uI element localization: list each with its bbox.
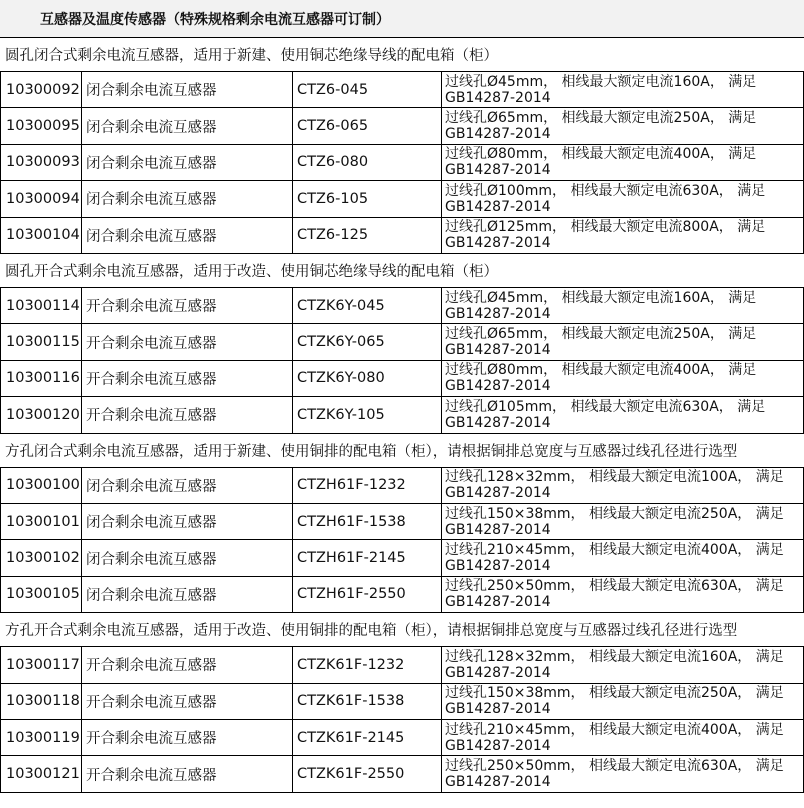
description-cell — [441, 577, 804, 612]
description-cell — [441, 324, 804, 359]
item-code-cell: 10300102 — [0, 540, 81, 575]
item-name-cell: 开合剩余电流互感器 — [81, 756, 292, 791]
description-line-1: 过线孔150×38mm， 相线最大额定电流250A， 满足 — [445, 505, 784, 522]
description-line-2: GB14287-2014 — [445, 235, 551, 252]
item-name-cell: 闭合剩余电流互感器 — [81, 577, 292, 612]
model-number-cell: CTZK6Y-105 — [292, 397, 441, 432]
table-row — [0, 324, 804, 360]
description-line-2: GB14287-2014 — [445, 737, 551, 754]
table-row — [0, 468, 804, 504]
description-line-1: 过线孔Ø80mm， 相线最大额定电流400A， 满足 — [445, 146, 757, 163]
item-name-cell: 开合剩余电流互感器 — [81, 397, 292, 432]
description-cell — [441, 540, 804, 575]
table-row — [0, 756, 804, 792]
description-line-2: GB14287-2014 — [445, 521, 551, 538]
table-row — [0, 577, 804, 613]
table-row — [0, 647, 804, 683]
item-name-cell: 闭合剩余电流互感器 — [81, 218, 292, 253]
model-number-cell: CTZ6-045 — [292, 72, 441, 107]
table-row — [0, 181, 804, 217]
description-cell — [441, 72, 804, 107]
model-number-cell: CTZK61F-2145 — [292, 720, 441, 755]
description-line-2: GB14287-2014 — [445, 664, 551, 681]
table-row — [0, 720, 804, 756]
section-header — [0, 254, 804, 288]
item-name-cell: 开合剩余电流互感器 — [81, 684, 292, 719]
section-title: 方孔闭合式剩余电流互感器，适用于新建、使用铜排的配电箱（柜），请根据铜排总宽度与互感器过线孔径进行选型 — [5, 443, 738, 460]
table-row — [0, 108, 804, 144]
description-line-1: 过线孔Ø100mm， 相线最大额定电流630A， 满足 — [445, 182, 766, 199]
section-header — [0, 434, 804, 468]
section-title: 方孔开合式剩余电流互感器，适用于改造、使用铜排的配电箱（柜），请根据铜排总宽度与互感器过线孔径进行选型 — [5, 623, 738, 640]
description-line-2: GB14287-2014 — [445, 558, 551, 575]
description-line-1: 过线孔Ø65mm， 相线最大额定电流250A， 满足 — [445, 110, 757, 127]
description-line-2: GB14287-2014 — [445, 198, 551, 215]
model-number-cell: CTZK61F-1232 — [292, 647, 441, 682]
model-number-cell: CTZK6Y-045 — [292, 288, 441, 323]
description-line-1: 过线孔Ø45mm， 相线最大额定电流160A， 满足 — [445, 289, 757, 306]
description-line-1: 过线孔Ø45mm， 相线最大额定电流160A， 满足 — [445, 73, 757, 90]
description-cell — [441, 684, 804, 719]
description-line-1: 过线孔250×50mm， 相线最大额定电流630A， 满足 — [445, 758, 784, 775]
description-line-1: 过线孔Ø65mm， 相线最大额定电流250A， 满足 — [445, 326, 757, 343]
description-cell — [441, 647, 804, 682]
section-header — [0, 613, 804, 647]
table-title: 互感器及温度传感器（特殊规格剩余电流互感器可订制） — [40, 12, 390, 28]
item-code-cell: 10300119 — [0, 720, 81, 755]
table-row — [0, 397, 804, 433]
section-title: 圆孔开合式剩余电流互感器，适用于改造、使用铜芯绝缘导线的配电箱（柜） — [5, 264, 498, 280]
model-number-cell: CTZ6-065 — [292, 108, 441, 143]
table-row — [0, 361, 804, 397]
section-header — [0, 38, 804, 72]
item-code-cell: 10300117 — [0, 647, 81, 682]
description-line-2: GB14287-2014 — [445, 378, 551, 395]
item-name-cell: 闭合剩余电流互感器 — [81, 181, 292, 216]
description-line-2: GB14287-2014 — [445, 162, 551, 179]
description-line-2: GB14287-2014 — [445, 305, 551, 322]
description-line-1: 过线孔150×38mm， 相线最大额定电流250A， 满足 — [445, 685, 784, 702]
item-code-cell: 10300104 — [0, 218, 81, 253]
model-number-cell: CTZK61F-2550 — [292, 756, 441, 791]
item-code-cell: 10300101 — [0, 504, 81, 539]
table-row — [0, 504, 804, 540]
description-line-1: 过线孔Ø125mm， 相线最大额定电流800A， 满足 — [445, 219, 766, 236]
table-row — [0, 540, 804, 576]
description-line-2: GB14287-2014 — [445, 485, 551, 502]
table-row — [0, 288, 804, 324]
item-name-cell: 闭合剩余电流互感器 — [81, 108, 292, 143]
model-number-cell: CTZ6-125 — [292, 218, 441, 253]
description-line-1: 过线孔210×45mm， 相线最大额定电流400A， 满足 — [445, 721, 784, 738]
description-line-1: 过线孔250×50mm， 相线最大额定电流630A， 满足 — [445, 578, 784, 595]
table-row — [0, 145, 804, 181]
item-name-cell: 闭合剩余电流互感器 — [81, 468, 292, 503]
item-code-cell: 10300118 — [0, 684, 81, 719]
item-code-cell: 10300115 — [0, 324, 81, 359]
description-cell — [441, 468, 804, 503]
description-line-1: 过线孔Ø80mm， 相线最大额定电流400A， 满足 — [445, 362, 757, 379]
item-name-cell: 闭合剩余电流互感器 — [81, 540, 292, 575]
section-title: 圆孔闭合式剩余电流互感器，适用于新建、使用铜芯绝缘导线的配电箱（柜） — [5, 48, 498, 64]
description-line-2: GB14287-2014 — [445, 342, 551, 359]
item-code-cell: 10300105 — [0, 577, 81, 612]
item-code-cell: 10300092 — [0, 72, 81, 107]
description-line-2: GB14287-2014 — [445, 774, 551, 791]
table-row — [0, 218, 804, 254]
item-name-cell: 开合剩余电流互感器 — [81, 647, 292, 682]
item-name-cell: 开合剩余电流互感器 — [81, 324, 292, 359]
model-number-cell: CTZH61F-2145 — [292, 540, 441, 575]
description-line-1: 过线孔128×32mm， 相线最大额定电流160A， 满足 — [445, 648, 784, 665]
item-code-cell: 10300114 — [0, 288, 81, 323]
description-line-2: GB14287-2014 — [445, 89, 551, 106]
description-cell — [441, 288, 804, 323]
model-number-cell: CTZK6Y-080 — [292, 361, 441, 396]
model-number-cell: CTZ6-105 — [292, 181, 441, 216]
item-name-cell: 闭合剩余电流互感器 — [81, 72, 292, 107]
description-line-2: GB14287-2014 — [445, 414, 551, 431]
description-line-2: GB14287-2014 — [445, 594, 551, 611]
description-line-1: 过线孔Ø105mm， 相线最大额定电流630A， 满足 — [445, 398, 766, 415]
description-cell — [441, 397, 804, 432]
item-name-cell: 开合剩余电流互感器 — [81, 361, 292, 396]
model-number-cell: CTZH61F-1232 — [292, 468, 441, 503]
item-code-cell: 10300095 — [0, 108, 81, 143]
description-line-2: GB14287-2014 — [445, 701, 551, 718]
description-cell — [441, 108, 804, 143]
item-name-cell: 开合剩余电流互感器 — [81, 720, 292, 755]
item-name-cell: 闭合剩余电流互感器 — [81, 504, 292, 539]
description-line-1: 过线孔210×45mm， 相线最大额定电流400A， 满足 — [445, 542, 784, 559]
description-cell — [441, 145, 804, 180]
item-code-cell: 10300094 — [0, 181, 81, 216]
item-code-cell: 10300116 — [0, 361, 81, 396]
model-number-cell: CTZK61F-1538 — [292, 684, 441, 719]
description-cell — [441, 361, 804, 396]
table-row — [0, 684, 804, 720]
description-cell — [441, 181, 804, 216]
item-code-cell: 10300093 — [0, 145, 81, 180]
model-number-cell: CTZK6Y-065 — [292, 324, 441, 359]
item-name-cell: 闭合剩余电流互感器 — [81, 145, 292, 180]
description-cell — [441, 218, 804, 253]
item-code-cell: 10300120 — [0, 397, 81, 432]
table-row — [0, 72, 804, 108]
description-cell — [441, 756, 804, 791]
item-code-cell: 10300121 — [0, 756, 81, 791]
model-number-cell: CTZH61F-2550 — [292, 577, 441, 612]
item-name-cell: 开合剩余电流互感器 — [81, 288, 292, 323]
description-cell — [441, 720, 804, 755]
model-number-cell: CTZH61F-1538 — [292, 504, 441, 539]
description-line-2: GB14287-2014 — [445, 126, 551, 143]
description-line-1: 过线孔128×32mm， 相线最大额定电流100A， 满足 — [445, 469, 784, 486]
model-number-cell: CTZ6-080 — [292, 145, 441, 180]
item-code-cell: 10300100 — [0, 468, 81, 503]
description-cell — [441, 504, 804, 539]
table-title-bar — [0, 0, 804, 38]
